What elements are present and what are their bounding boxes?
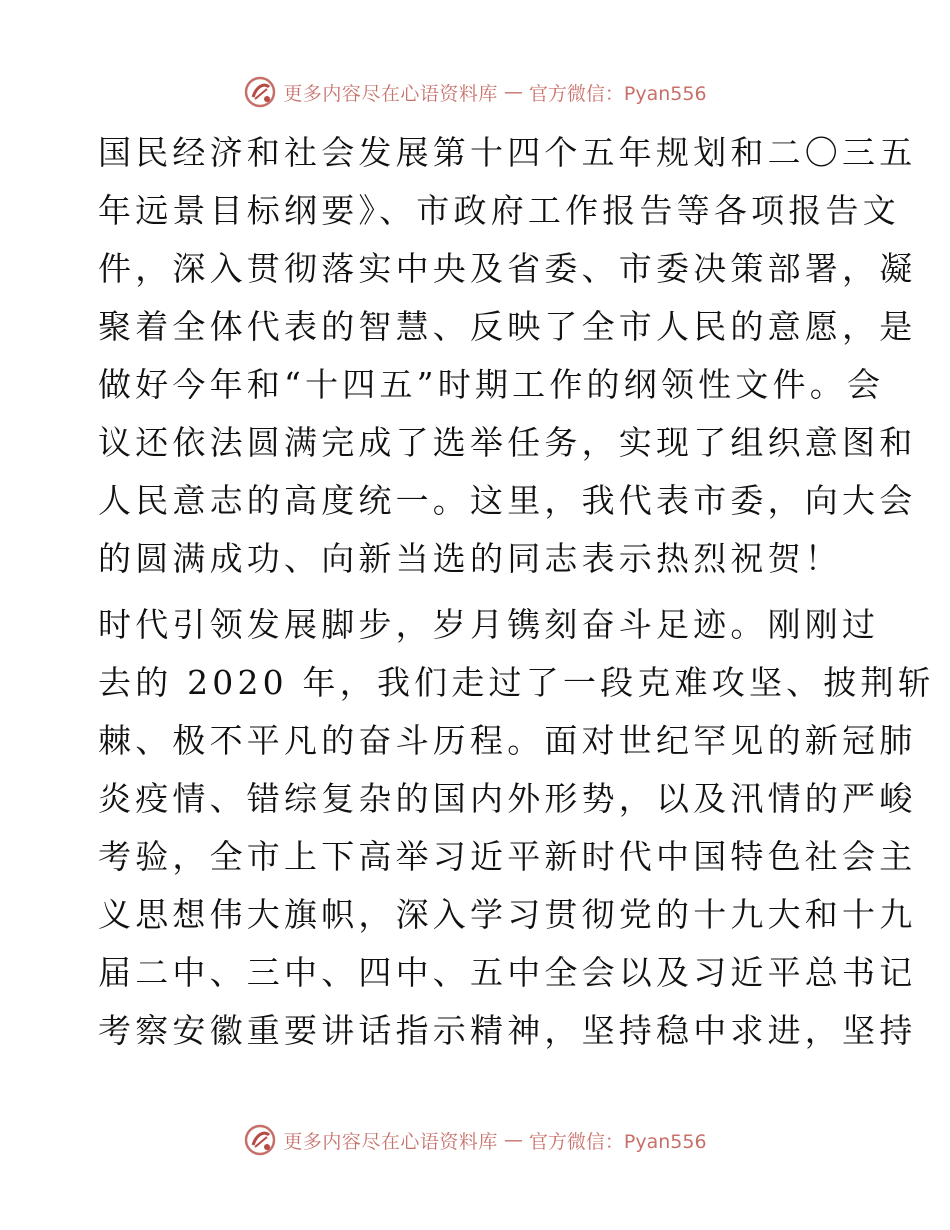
text-line: 考验，全市上下高举习近平新时代中国特色社会主 bbox=[98, 837, 917, 876]
document-body bbox=[98, 124, 935, 1060]
paragraph-gap bbox=[98, 588, 858, 596]
text-line: 聚着全体代表的智慧、反映了全市人民的意愿，是 bbox=[98, 307, 917, 346]
text-line: 义思想伟大旗帜，深入学习贯彻党的十九大和十九 bbox=[98, 895, 917, 934]
watermark-logo-icon bbox=[243, 1123, 277, 1157]
text-line: 届二中、三中、四中、五中全会以及习近平总书记 bbox=[98, 953, 917, 992]
watermark-footer bbox=[0, 1120, 950, 1160]
paragraph-2 bbox=[98, 596, 935, 1060]
watermark-wechat: 官方微信：Pyan556 bbox=[528, 1130, 707, 1153]
watermark-logo-icon bbox=[243, 75, 277, 109]
text-line: 时代引领发展脚步，岁月镌刻奋斗足迹。刚刚过 bbox=[98, 605, 880, 644]
text-line: 去的 2020 年，我们走过了一段克难攻坚、披荆斩 bbox=[98, 663, 935, 702]
watermark-header bbox=[0, 72, 950, 112]
watermark-text: 更多内容尽在心语资料库 bbox=[283, 82, 498, 105]
watermark-text: 更多内容尽在心语资料库 bbox=[283, 1130, 498, 1153]
watermark-separator: — bbox=[503, 81, 523, 103]
text-line: 年远景目标纲要》、市政府工作报告等各项报告文 bbox=[98, 191, 900, 230]
text-line: 人民意志的高度统一。这里，我代表市委，向大会 bbox=[98, 481, 917, 520]
text-line: 炎疫情、错综复杂的国内外形势，以及汛情的严峻 bbox=[98, 779, 917, 818]
text-line: 国民经济和社会发展第十四个五年规划和二〇三五 bbox=[98, 133, 917, 172]
text-line: 考察安徽重要讲话指示精神，坚持稳中求进，坚持 bbox=[98, 1011, 917, 1050]
watermark-wechat: 官方微信：Pyan556 bbox=[528, 82, 707, 105]
text-line: 件，深入贯彻落实中央及省委、市委决策部署，凝 bbox=[98, 249, 917, 288]
text-line: 棘、极不平凡的奋斗历程。面对世纪罕见的新冠肺 bbox=[98, 721, 917, 760]
text-line: 的圆满成功、向新当选的同志表示热烈祝贺！ bbox=[98, 539, 842, 578]
text-line: 做好今年和“十四五”时期工作的纲领性文件。会 bbox=[98, 365, 885, 404]
watermark-separator: — bbox=[503, 1129, 523, 1151]
paragraph-1 bbox=[98, 124, 917, 588]
text-line: 议还依法圆满完成了选举任务，实现了组织意图和 bbox=[98, 423, 917, 462]
